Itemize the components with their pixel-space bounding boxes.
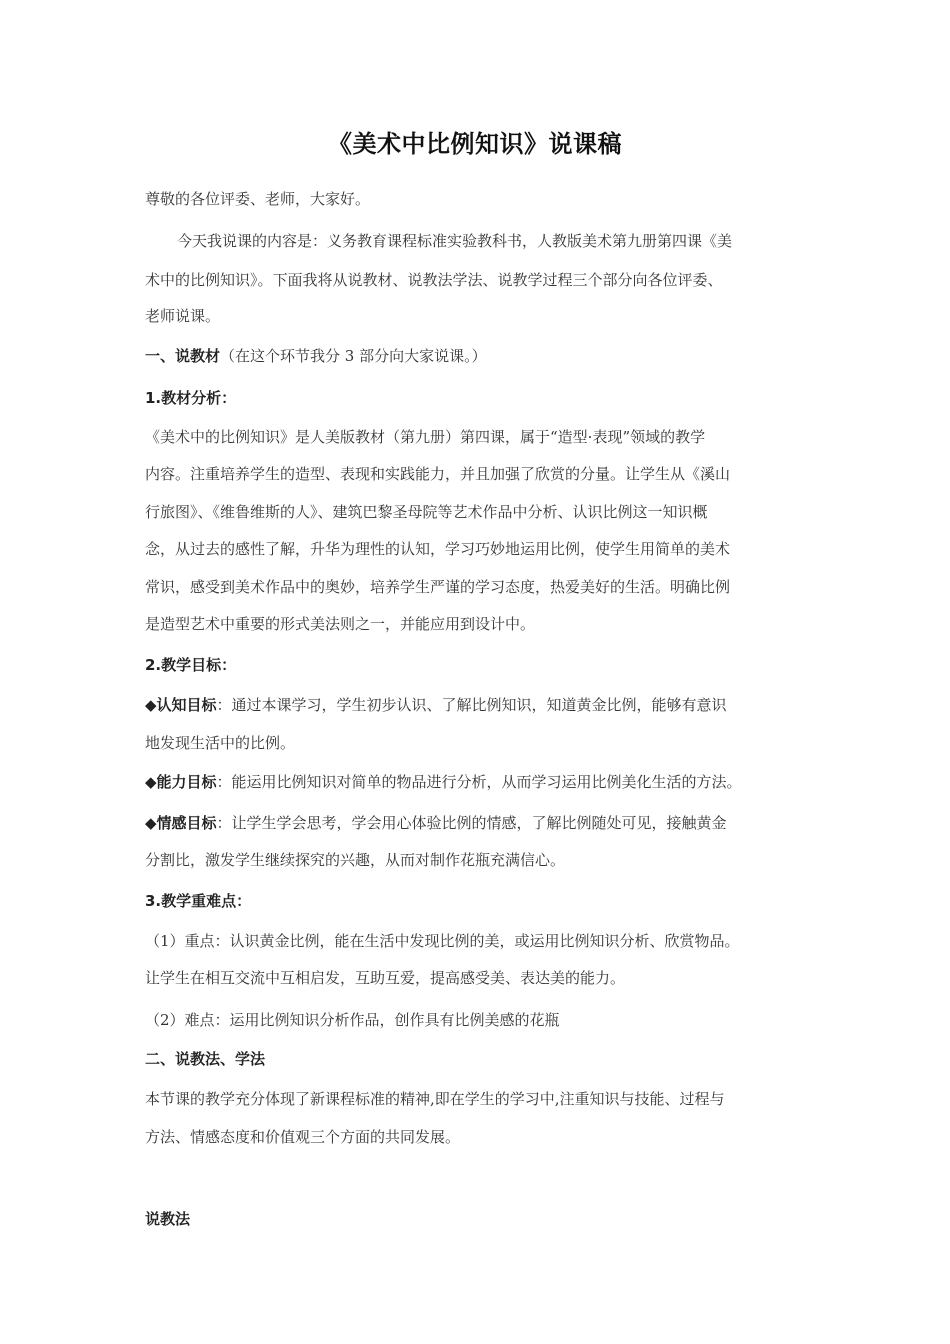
emotion-goal-text: ：让学生学会思考，学会用心体验比例的情感，了解比例随处可见，接触黄金 — [216, 814, 727, 832]
keypoints-heading: 3.教学重难点： — [145, 892, 252, 910]
intro-line-3: 老师说课。 — [145, 307, 221, 325]
section-1-heading: 一、说教材 — [145, 347, 221, 365]
greeting: 尊敬的各位评委、老师，大家好。 — [145, 190, 371, 208]
key-point-line-1: （1）重点：认识黄金比例，能在生活中发现比例的美，或运用比例知识分析、欣赏物品。 — [145, 932, 740, 950]
cognitive-goal-line-2: 地发现生活中的比例。 — [145, 734, 296, 752]
analysis-line-1: 《美术中的比例知识》是人美版教材（第九册）第四课，属于“造型·表现”领域的教学 — [145, 428, 706, 446]
emotion-goal-label: ◆情感目标 — [145, 814, 217, 832]
analysis-line-5: 常识，感受到美术作品中的奥妙，培养学生严谨的学习态度，热爱美好的生活。明确比例 — [145, 578, 731, 596]
goals-heading: 2.教学目标： — [145, 656, 237, 674]
analysis-line-4: 念，从过去的感性了解，升华为理性的认知，学习巧妙地运用比例，使学生用简单的美术 — [145, 540, 731, 558]
section-1-note: （在这个环节我分 3 部分向大家说课。） — [220, 347, 487, 365]
section-2-heading: 二、说教法、学法 — [145, 1050, 266, 1068]
analysis-line-2: 内容。注重培养学生的造型、表现和实践能力，并且加强了欣赏的分量。让学生从《溪山 — [145, 465, 731, 483]
section-2-line-2: 方法、情感态度和价值观三个方面的共同发展。 — [145, 1128, 461, 1146]
key-point-line-2: 让学生在相互交流中互相启发，互助互爱，提高感受美、表达美的能力。 — [145, 969, 626, 987]
ability-goal-text: ：能运用比例知识对简单的物品进行分析，从而学习运用比例美化生活的方法。 — [216, 773, 742, 791]
intro-line-2: 术中的比例知识》。下面我将从说教材、说教法学法、说教学过程三个部分向各位评委、 — [145, 271, 723, 289]
analysis-heading: 1.教材分析： — [145, 389, 237, 407]
cognitive-goal-text: ：通过本课学习，学生初步认识、了解比例知识，知道黄金比例，能够有意识 — [216, 696, 727, 714]
section-2-line-1: 本节课的教学充分体现了新课程标准的精神,即在学生的学习中,注重知识与技能、过程与 — [145, 1090, 725, 1108]
analysis-line-6: 是造型艺术中重要的形式美法则之一，并能应用到设计中。 — [145, 615, 536, 633]
ability-goal-label: ◆能力目标 — [145, 773, 217, 791]
page-title: 《美术中比例知识》说课稿 — [328, 130, 622, 158]
emotion-goal-line-2: 分割比，激发学生继续探究的兴趣，从而对制作花瓶充满信心。 — [145, 851, 566, 869]
emotion-goal-line-1 — [145, 813, 727, 833]
difficulty-line: （2）难点：运用比例知识分析作品，创作具有比例美感的花瓶 — [145, 1011, 560, 1029]
teaching-method-heading: 说教法 — [145, 1210, 191, 1228]
section-1-header — [145, 346, 487, 366]
analysis-line-3: 行旅图》、《维鲁维斯的人》、建筑巴黎圣母院等艺术作品中分析、认识比例这一知识概 — [145, 503, 708, 521]
intro-line-1: 今天我说课的内容是：义务教育课程标准实验教科书，人教版美术第九册第四课《美 — [177, 232, 733, 250]
cognitive-goal-line-1 — [145, 695, 727, 715]
cognitive-goal-label: ◆认知目标 — [145, 696, 217, 714]
ability-goal-line — [145, 772, 742, 792]
